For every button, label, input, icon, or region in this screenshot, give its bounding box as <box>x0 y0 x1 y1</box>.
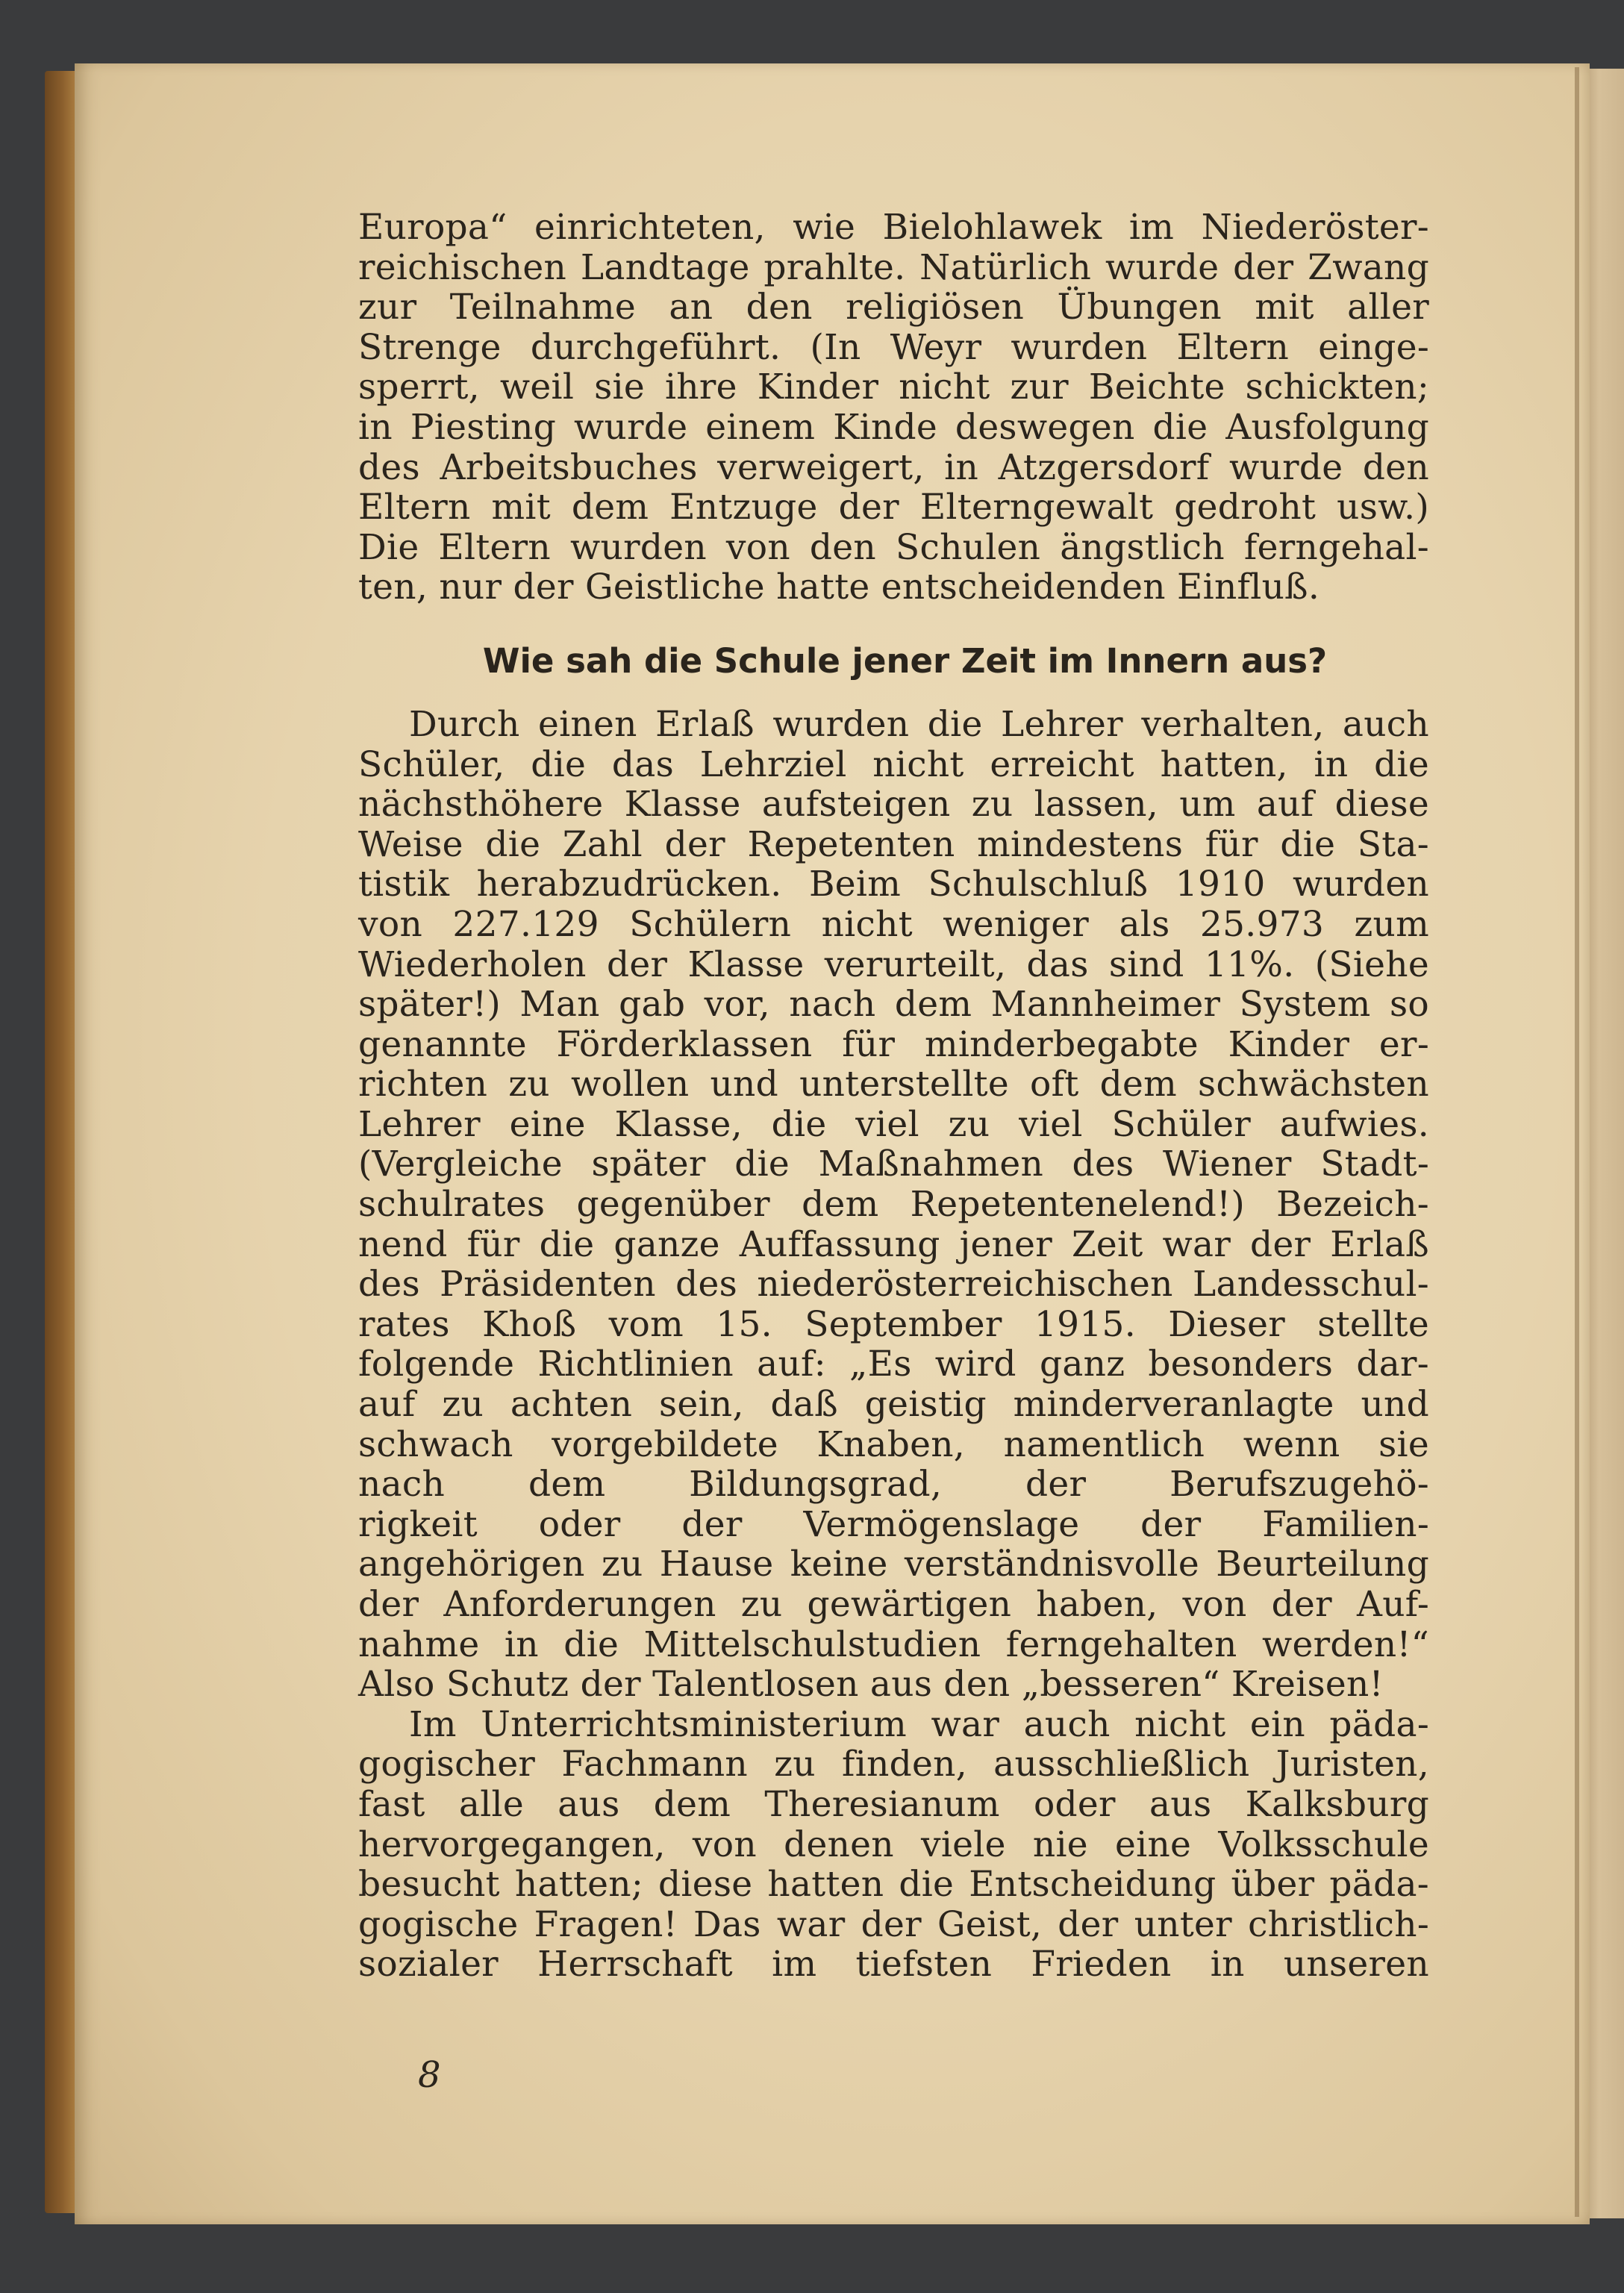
text-line: auf zu achten sein, daß geistig minderveranlagte und <box>358 1384 1429 1426</box>
text-line: fast alle aus dem Theresianum oder aus Kalksburg <box>358 1783 1429 1825</box>
page-gutter <box>1575 67 1579 2217</box>
text-line: Also Schutz der Talentlosen aus den „besseren“ Kreisen! <box>358 1664 1384 1706</box>
text-line: in Piesting wurde einem Kinde deswegen die Ausfolgung <box>358 406 1429 448</box>
text-line: Schüler, die das Lehrziel nicht erreicht hatten, in die <box>358 743 1429 785</box>
page-number: 8 <box>418 2054 441 2096</box>
text-line: ten, nur der Geistliche hatte entscheidenden Einfluß. <box>358 567 1320 608</box>
text-line: Weise die Zahl der Repetenten mindestens für die Sta- <box>358 823 1429 865</box>
text-line: Eltern mit dem Entzuge der Elterngewalt gedroht usw.) <box>358 487 1429 528</box>
text-line: rates Khoß vom 15. September 1915. Dieser stellte <box>358 1303 1429 1345</box>
text-line: der Anforderungen zu gewärtigen haben, von der Auf- <box>358 1584 1429 1625</box>
text-line: nächsthöhere Klasse aufsteigen zu lassen, um auf diese <box>358 784 1429 826</box>
text-line: reichischen Landtage prahlte. Natürlich wurde der Zwang <box>358 246 1429 288</box>
text-line: Strenge durchgeführt. (In Weyr wurden Eltern einge- <box>358 326 1429 368</box>
text-line: genannte Förderklassen für minderbegabte Kinder er- <box>358 1023 1429 1065</box>
paragraph-1 <box>358 208 1429 608</box>
text-line: später!) Man gab vor, nach dem Mannheimer System so <box>358 984 1429 1026</box>
text-line: richten zu wollen und unterstellte oft dem schwächsten <box>358 1064 1429 1105</box>
body-text <box>358 208 1429 1985</box>
text-line: zur Teilnahme an den religiösen Übungen mit aller <box>358 287 1429 328</box>
text-line: schwach vorgebildete Knaben, namentlich wenn sie <box>358 1423 1429 1465</box>
text-line: hervorgegangen, von denen viele nie eine Volksschule <box>358 1824 1429 1865</box>
text-line: schulrates gegenüber dem Repetentenelend!) Bezeich- <box>358 1184 1429 1226</box>
text-line: des Präsidenten des niederösterreichischen Landesschul- <box>358 1264 1429 1305</box>
text-line: von 227.129 Schülern nicht weniger als 25.973 zum <box>358 903 1429 945</box>
text-line: Lehrer eine Klasse, die viel zu viel Schüler aufwies. <box>358 1103 1429 1145</box>
text-line: sozialer Herrschaft im tiefsten Frieden in unseren <box>358 1944 1429 1985</box>
section-heading: Wie sah die Schule jener Zeit im Innern aus? <box>482 640 1328 681</box>
paragraph-3 <box>358 1705 1429 1985</box>
text-line: (Vergleiche später die Maßnahmen des Wiener Stadt- <box>358 1144 1429 1185</box>
text-line: rigkeit oder der Vermögenslage der Familien- <box>358 1503 1429 1545</box>
text-line: tistik herabzudrücken. Beim Schulschluß 1910 wurden <box>358 864 1429 905</box>
text-line: sperrt, weil sie ihre Kinder nicht zur Beichte schickten; <box>358 366 1429 408</box>
text-line: Im Unterrichtsministerium war auch nicht ein päda- <box>409 1703 1429 1745</box>
text-line: folgende Richtlinien auf: „Es wird ganz besonders dar- <box>358 1344 1429 1385</box>
text-line: nahme in die Mittelschulstudien ferngehalten werden!“ <box>358 1623 1429 1665</box>
text-line: nend für die ganze Auffassung jener Zeit war der Erlaß <box>358 1223 1429 1265</box>
text-line: nach dem Bildungsgrad, der Berufszugehö- <box>358 1464 1429 1506</box>
text-line: Die Eltern wurden von den Schulen ängstlich ferngehal- <box>358 526 1429 568</box>
text-line: des Arbeitsbuches verweigert, in Atzgersdorf wurde den <box>358 446 1429 488</box>
text-line: besucht hatten; diese hatten die Entscheidung über päda- <box>358 1864 1429 1906</box>
text-line: angehörigen zu Hause keine verständnisvolle Beurteilung <box>358 1544 1429 1585</box>
text-line: gogische Fragen! Das war der Geist, der unter christlich- <box>358 1903 1429 1945</box>
paragraph-2 <box>358 705 1429 1705</box>
text-line: Wiederholen der Klasse verurteilt, das sind 11%. (Siehe <box>358 943 1429 985</box>
text-line: Durch einen Erlaß wurden die Lehrer verhalten, auch <box>409 703 1429 745</box>
text-line: gogischer Fachmann zu finden, ausschließlich Juristen, <box>358 1744 1429 1785</box>
text-line: Europa“ einrichteten, wie Bielohlawek im Niederöster- <box>358 207 1429 248</box>
